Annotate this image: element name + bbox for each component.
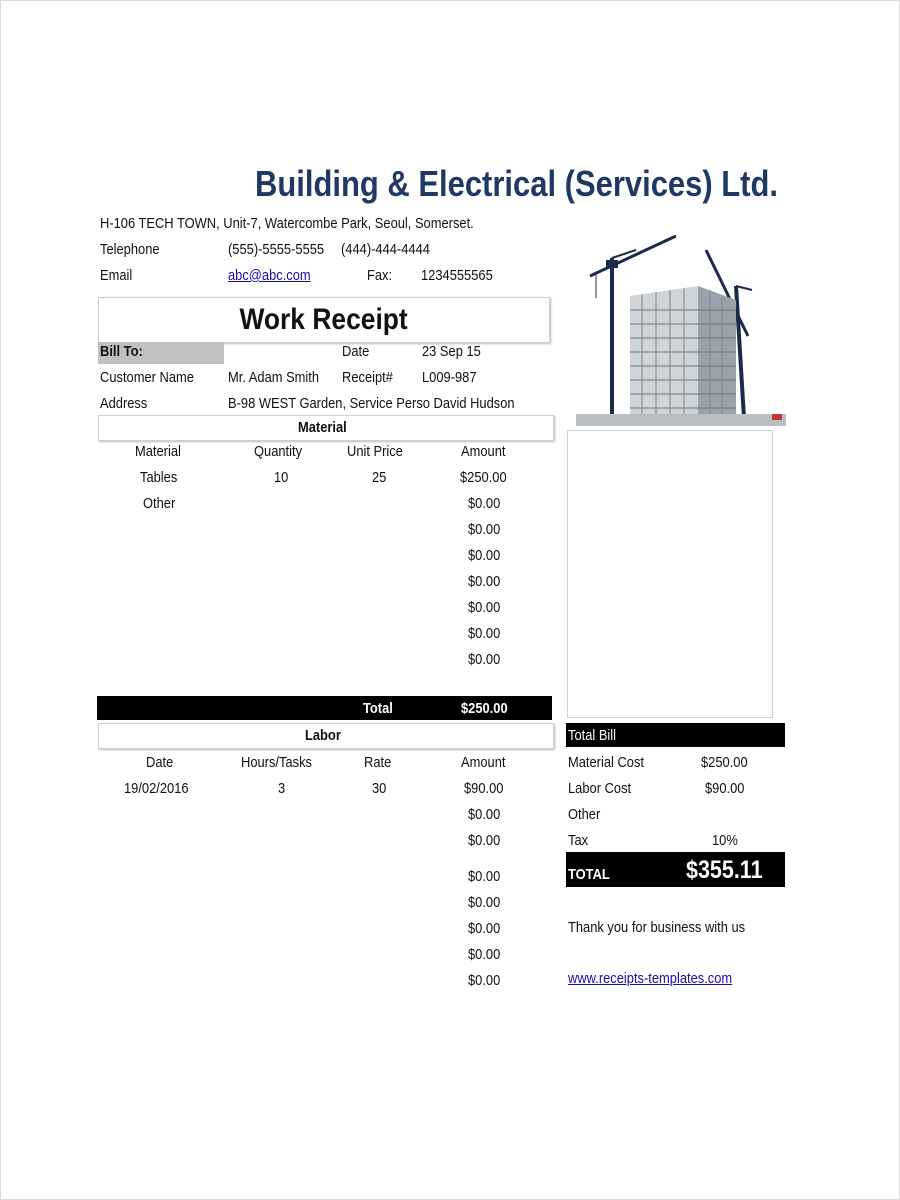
image-placeholder-frame: [567, 430, 773, 718]
material-row-quantity: [232, 625, 332, 643]
labor-row-hours: [232, 868, 332, 886]
customer-value: Mr. Adam Smith: [228, 369, 320, 386]
material-row-quantity: [232, 547, 332, 565]
email-link-text[interactable]: abc@abc.com: [228, 267, 311, 284]
labor-row-hours: [232, 946, 332, 964]
labor-col-amount: Amount: [461, 754, 506, 771]
total-bill-header: Total Bill: [568, 727, 617, 744]
labor-row-amount: $0.00: [468, 832, 501, 849]
fax-value: 1234555565: [421, 267, 493, 284]
material-row-item: [112, 599, 212, 617]
labor-row-date: [112, 972, 212, 990]
date-label: Date: [342, 343, 370, 360]
material-cost-value: $250.00: [701, 754, 748, 771]
labor-row-hours: [232, 832, 332, 850]
labor-row-rate: [330, 946, 430, 964]
material-row-item: [112, 547, 212, 565]
material-row-amount: $0.00: [468, 573, 501, 590]
bill-to-label: Bill To:: [100, 343, 143, 360]
receipt-number-label: Receipt#: [342, 369, 393, 386]
email-label: Email: [100, 267, 133, 284]
material-row-unit-price: [330, 547, 430, 565]
company-address: H-106 TECH TOWN, Unit-7, Watercombe Park, Seoul, Somerset.: [100, 215, 474, 232]
labor-col-date: Date: [146, 754, 174, 771]
material-row-unit-price: 25: [371, 469, 387, 486]
material-col-amount: Amount: [461, 443, 506, 460]
address-label: Address: [100, 395, 148, 412]
material-row-amount: $0.00: [468, 547, 501, 564]
labor-row-date: [112, 806, 212, 824]
labor-row-amount: $0.00: [468, 868, 501, 885]
material-row-item: [112, 651, 212, 669]
material-row-item: Tables: [140, 469, 178, 486]
tax-value: 10%: [712, 832, 738, 849]
telephone-label: Telephone: [100, 241, 160, 258]
labor-row-hours: [232, 920, 332, 938]
material-total-value: $250.00: [461, 700, 508, 717]
labor-row-date: [112, 894, 212, 912]
website-link[interactable]: [568, 970, 759, 988]
labor-col-rate: Rate: [364, 754, 392, 771]
material-row-amount: $0.00: [468, 521, 501, 538]
labor-row-date: [112, 832, 212, 850]
labor-row-amount: $0.00: [468, 920, 501, 937]
material-row-unit-price: [330, 599, 430, 617]
fax-label: Fax:: [367, 267, 393, 284]
material-row-quantity: [232, 521, 332, 539]
date-value: 23 Sep 15: [422, 343, 481, 360]
material-section-header: Material: [98, 415, 554, 441]
material-row-amount: $0.00: [468, 495, 501, 512]
receipt-number-value: L009-987: [422, 369, 477, 386]
material-row-item: [112, 521, 212, 539]
labor-row-hours: [232, 806, 332, 824]
grand-total-bar: [566, 852, 785, 887]
labor-row-rate: [330, 806, 430, 824]
work-receipt-title: Work Receipt: [239, 303, 409, 336]
labor-row-hours: [232, 972, 332, 990]
labor-row-rate: [330, 920, 430, 938]
labor-row-hours: [232, 894, 332, 912]
labor-row-date: [112, 868, 212, 886]
work-receipt-title-box: [98, 297, 550, 343]
labor-row-rate: [330, 832, 430, 850]
material-row-amount: $0.00: [468, 599, 501, 616]
labor-row-hours: 3: [277, 780, 286, 797]
grand-total-value: $355.11: [686, 856, 763, 884]
labor-row-rate: 30: [371, 780, 387, 797]
labor-cost-label: Labor Cost: [568, 780, 632, 797]
labor-section-header: Labor: [98, 723, 554, 749]
material-row-unit-price: [330, 651, 430, 669]
company-name: Building & Electrical (Services) Ltd.: [255, 163, 779, 204]
labor-row-date: [112, 946, 212, 964]
thank-you-text: Thank you for business with us: [568, 919, 746, 936]
labor-row-amount: $90.00: [464, 780, 504, 797]
website-link-text[interactable]: www.receipts-templates.com: [568, 970, 733, 987]
labor-row-rate: [330, 972, 430, 990]
tax-label: Tax: [568, 832, 589, 849]
material-row-quantity: [232, 651, 332, 669]
email-link[interactable]: [228, 267, 324, 285]
material-row-amount: $0.00: [468, 625, 501, 642]
material-total-label: Total: [363, 700, 393, 717]
material-col-unit-price: Unit Price: [347, 443, 404, 460]
material-total-bar: [97, 696, 552, 720]
labor-row-amount: $0.00: [468, 806, 501, 823]
labor-row-rate: [330, 894, 430, 912]
material-row-unit-price: [330, 573, 430, 591]
material-row-quantity: [232, 495, 332, 513]
labor-row-date: 19/02/2016: [124, 780, 190, 797]
material-row-unit-price: [330, 521, 430, 539]
building-construction-image: [576, 228, 786, 426]
material-row-quantity: 10: [273, 469, 289, 486]
telephone-1: (555)-5555-5555: [228, 241, 325, 258]
labor-row-amount: $0.00: [468, 972, 501, 989]
material-col-quantity: Quantity: [254, 443, 303, 460]
material-col-material: Material: [135, 443, 182, 460]
labor-row-amount: $0.00: [468, 894, 501, 911]
material-row-unit-price: [330, 495, 430, 513]
labor-row-rate: [330, 868, 430, 886]
customer-label: Customer Name: [100, 369, 194, 386]
material-row-item: [112, 625, 212, 643]
labor-col-hours: Hours/Tasks: [240, 754, 312, 771]
address-value: B-98 WEST Garden, Service Perso David Hudson: [228, 395, 515, 412]
material-row-amount: $250.00: [459, 469, 507, 486]
material-row-item: [112, 573, 212, 591]
material-row-item: Other: [143, 495, 176, 512]
total-bill-header-bar: [566, 723, 785, 747]
material-cost-label: Material Cost: [568, 754, 644, 771]
material-row-quantity: [232, 573, 332, 591]
other-label: Other: [568, 806, 601, 823]
telephone-2: (444)-444-4444: [341, 241, 430, 258]
labor-row-date: [112, 920, 212, 938]
labor-cost-value: $90.00: [705, 780, 745, 797]
material-row-unit-price: [330, 625, 430, 643]
material-row-amount: $0.00: [468, 651, 501, 668]
material-row-quantity: [232, 599, 332, 617]
grand-total-label: TOTAL: [568, 866, 610, 883]
labor-row-amount: $0.00: [468, 946, 501, 963]
